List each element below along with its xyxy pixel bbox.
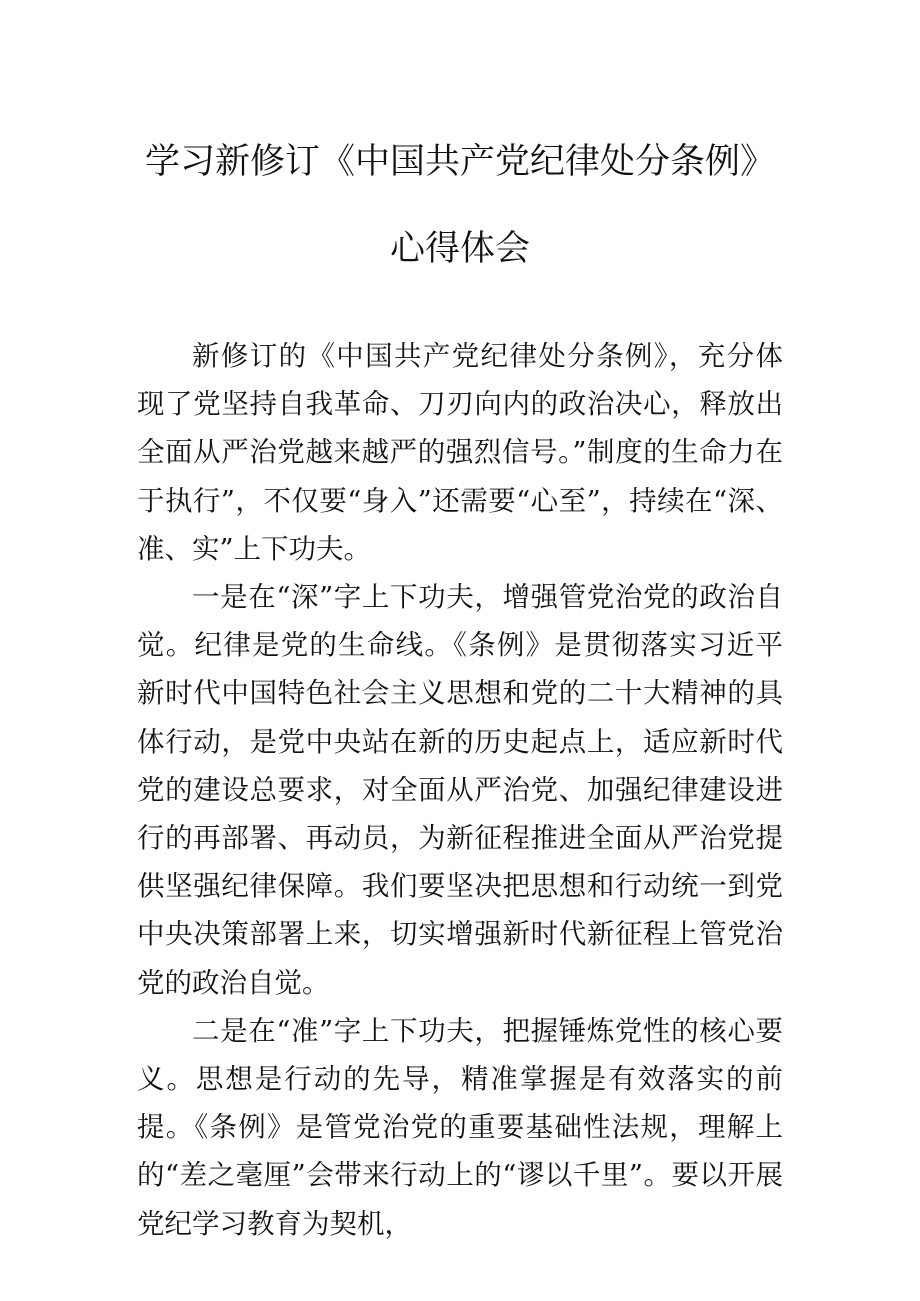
paragraph-deep: 一是在“深”字上下功夫，增强管党治党的政治自觉。纪律是党的生命线。《条例》是贯彻落实习近平新时代中国特色社会主义思想和党的二十大精神的具体行动，是党中央站在新的历史起点上，适应新时代党的建设总要求，对全面从严治党、加强纪律建设进行的再部署、再动员，为新征程推进全面从严治党提供坚强纪律保障。我们要坚决把思想和行动统一到党中央决策部署上来，切实增强新时代新征程上管党治党的政治自觉。 — [137, 581, 783, 999]
document-title-line-1: 学习新修订《中国共产党纪律处分条例》 — [144, 142, 775, 182]
paragraph-precise: 二是在“准”字上下功夫，把握锤炼党性的核心要义。思想是行动的先导，精准掌握是有效落实的前提。《条例》是管党治党的重要基础性法规，理解上的“差之毫厘”会带来行动上的“谬以千里”。要以开展党纪学习教育为契机， — [137, 1014, 783, 1240]
document-title-line-2: 心得体会 — [389, 229, 530, 269]
document-body — [137, 332, 783, 1248]
paragraph-intro: 新修订的《中国共产党纪律处分条例》，充分体现了党坚持自我革命、刀刃向内的政治决心，释放出全面从严治党越来越严的强烈信号。”制度的生命力在于执行”，不仅要“身入”还需要“心至”，持续在“深、准、实”上下功夫。 — [137, 340, 783, 565]
